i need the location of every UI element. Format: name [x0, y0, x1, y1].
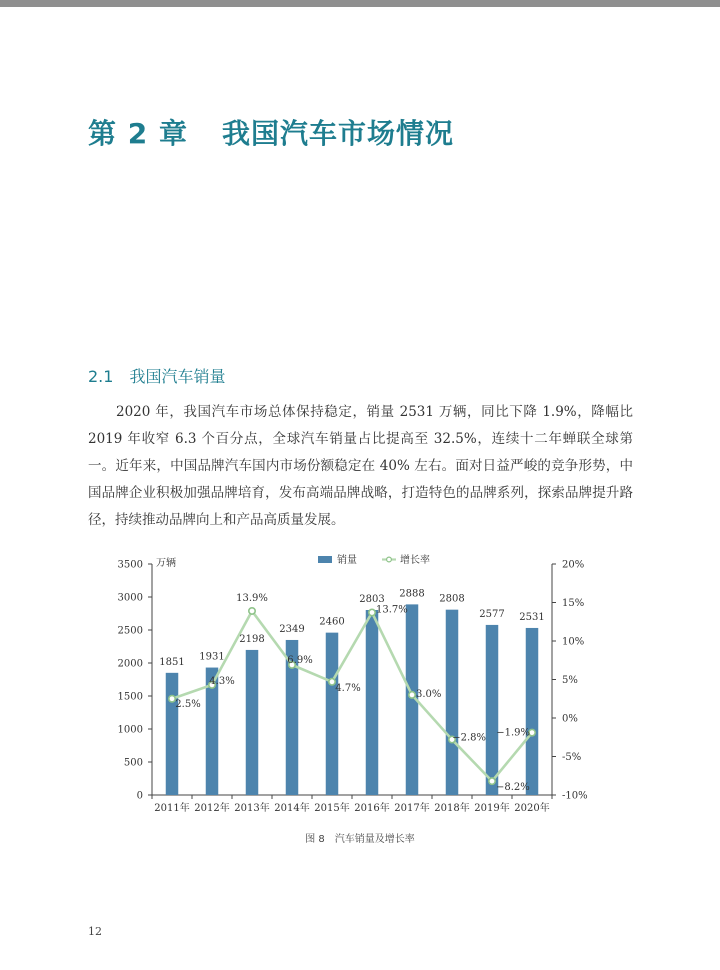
sales-bar — [526, 628, 539, 795]
growth-value-label: 4.7% — [335, 682, 361, 694]
x-tick-label: 2017年 — [394, 803, 430, 814]
y2-tick-label: 15% — [562, 598, 585, 609]
x-tick-label: 2019年 — [474, 803, 510, 814]
y2-tick-label: 5% — [562, 675, 578, 686]
growth-value-label: −8.2% — [496, 782, 530, 794]
sales-bar — [366, 610, 379, 795]
sales-value-label: 2198 — [239, 633, 265, 645]
sales-value-label: 2349 — [279, 623, 305, 635]
x-tick-label: 2013年 — [234, 803, 270, 814]
page-number: 12 — [88, 925, 102, 938]
sales-value-label: 1931 — [199, 651, 225, 663]
growth-value-label: −2.8% — [452, 732, 486, 744]
sales-bar — [326, 633, 339, 795]
section-title: 我国汽车销量 — [129, 367, 226, 386]
sales-value-label: 1851 — [159, 656, 185, 668]
y-tick-label: 1500 — [117, 691, 143, 703]
sales-value-label: 2460 — [319, 616, 345, 628]
chapter-title: 我国汽车市场情况 — [221, 117, 454, 150]
x-tick-label: 2015年 — [314, 803, 350, 814]
sales-bar — [246, 650, 259, 795]
y-tick-label: 500 — [123, 757, 143, 769]
sales-bar — [166, 673, 179, 795]
legend-bar-swatch — [318, 556, 332, 563]
y-tick-label: 2000 — [117, 658, 143, 670]
growth-rate-marker — [329, 679, 335, 685]
sales-bar — [446, 610, 459, 795]
legend-line-label: 增长率 — [400, 555, 430, 566]
legend-line-marker — [387, 557, 392, 562]
body-paragraph: 2020 年，我国汽车市场总体保持稳定，销量 2531 万辆，同比下降 1.9%，降幅比 2019 年收窄 6.3 个百分点，全球汽车销量占比提高至 32.5%，连续十二年蝉联全球第一。近年来，中国品牌汽车国内市场份额稳定在 40% 左右。面对日益严峻的竞争形势，中国品牌企业积极加强品牌培育，发布高端品牌战略，打造特色的品牌系列，探索品牌提升路径，持续推动品牌向上和产品高质量发展。 — [88, 404, 633, 528]
y-unit-label: 万辆 — [156, 558, 176, 569]
sales-bar — [486, 625, 499, 795]
sales-value-label: 2577 — [479, 608, 505, 620]
growth-value-label: 4.3% — [209, 675, 235, 687]
legend-bar-label: 销量 — [337, 555, 357, 566]
growth-value-label: 6.9% — [287, 654, 313, 666]
sales-value-label: 2803 — [359, 594, 385, 606]
y2-tick-label: -10% — [562, 790, 588, 802]
growth-value-label: 2.5% — [175, 698, 201, 710]
growth-value-label: −1.9% — [496, 727, 530, 739]
sales-value-label: 2808 — [439, 593, 465, 605]
y-tick-label: 1000 — [117, 724, 143, 736]
growth-rate-marker — [249, 608, 255, 614]
y2-tick-label: 20% — [562, 559, 585, 571]
x-tick-label: 2020年 — [514, 803, 550, 814]
growth-value-label: 13.9% — [236, 592, 268, 604]
y-tick-label: 2500 — [117, 625, 143, 637]
growth-rate-marker — [489, 778, 495, 784]
growth-rate-marker — [369, 609, 375, 615]
y2-tick-label: 10% — [562, 636, 585, 648]
figure-number: 图 8 — [305, 834, 325, 845]
growth-value-label: 13.7% — [376, 604, 408, 616]
x-tick-label: 2014年 — [274, 803, 310, 814]
sales-value-label: 2531 — [519, 611, 545, 623]
growth-rate-marker — [409, 692, 415, 698]
growth-value-label: 3.0% — [416, 688, 442, 700]
y-tick-label: 3500 — [117, 559, 143, 571]
figure-caption-text: 汽车销量及增长率 — [334, 834, 415, 845]
y2-tick-label: -5% — [562, 752, 582, 763]
section-number: 2.1 — [88, 367, 114, 386]
sales-value-label: 2888 — [399, 588, 425, 600]
growth-rate-marker — [169, 696, 175, 702]
chapter-number: 第 2 章 — [88, 117, 188, 150]
y-tick-label: 3000 — [117, 592, 143, 604]
x-tick-label: 2012年 — [194, 803, 230, 814]
x-tick-label: 2016年 — [354, 803, 390, 814]
y2-tick-label: 0% — [562, 713, 578, 725]
x-tick-label: 2011年 — [154, 803, 190, 814]
figure-caption — [0, 830, 720, 845]
y-tick-label: 0 — [136, 790, 143, 802]
x-tick-label: 2018年 — [434, 803, 470, 814]
